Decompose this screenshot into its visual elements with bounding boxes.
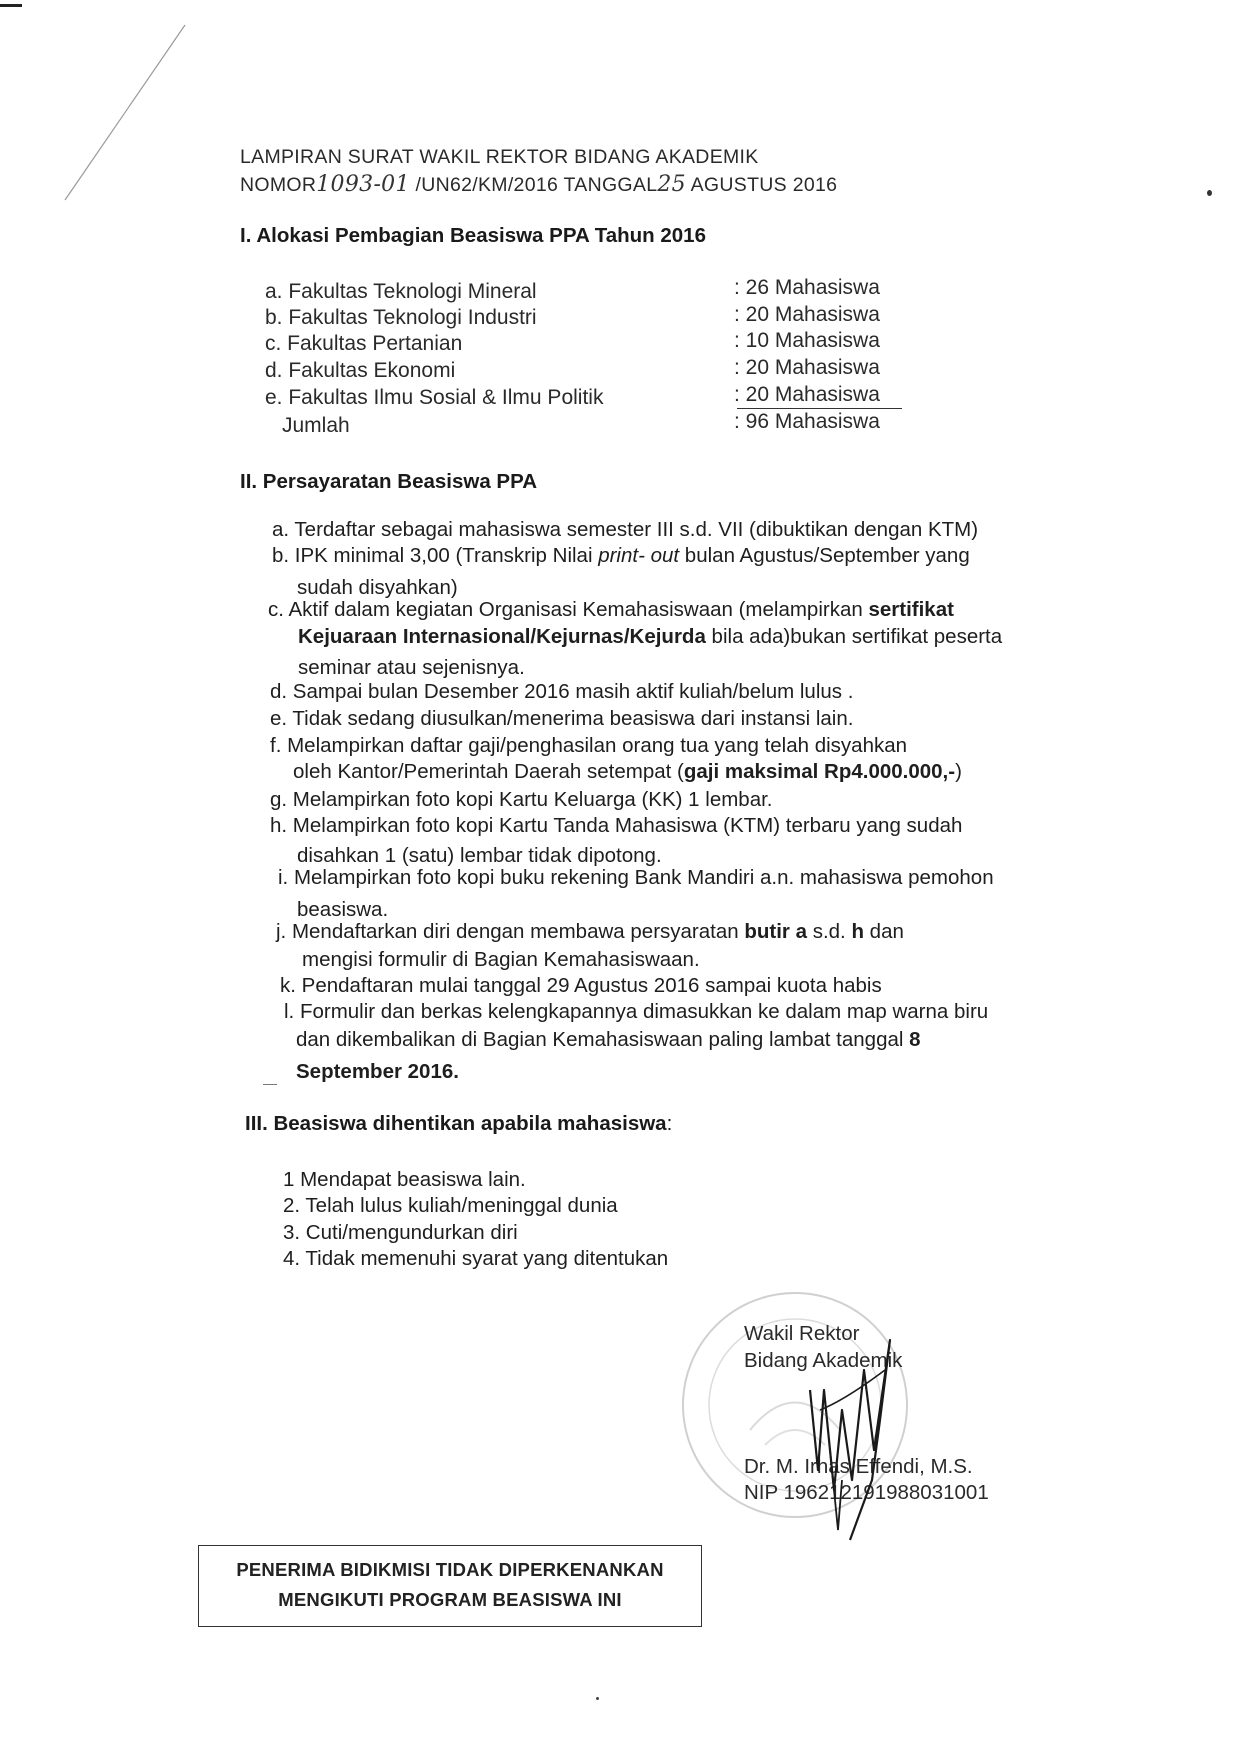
req-i-line-1: i. Melampirkan foto kopi buku rekening Bank Mandiri a.n. mahasiswa pemohon [278,866,994,889]
signer-name: Dr. M. Irhas Effendi, M.S. [744,1455,973,1478]
signer-title-1: Wakil Rektor [744,1322,860,1345]
notice-line-2: MENGIKUTI PROGRAM BEASISWA INI [278,1589,622,1610]
header-nomor-line [240,172,837,197]
req-a: a. Terdaftar sebagai mahasiswa semester III s.d. VII (dibuktikan dengan KTM) [272,518,979,541]
req-c-line-2: Kejuaraan Internasional/Kejurnas/Kejurda bila ada)bukan sertifikat peserta [298,625,1003,648]
req-b-line-2: sudah disyahkan) [297,576,458,599]
alloc-total-label: Jumlah [282,414,350,437]
alloc-label-c: c. Fakultas Pertanian [265,332,463,355]
scan-dash [263,1084,277,1085]
alloc-label-d: d. Fakultas Ekonomi [265,359,456,382]
stop-item-4: 4. Tidak memenuhi syarat yang ditentukan [283,1247,669,1270]
tanggal-handwritten: 25 [657,172,686,197]
alloc-total-value: : 96 Mahasiswa [734,410,880,433]
alloc-label-b: b. Fakultas Teknologi Industri [265,306,537,329]
signer-nip: NIP 196212191988031001 [744,1481,989,1504]
req-h-line-2: disahkan 1 (satu) lembar tidak dipotong. [297,844,662,867]
req-g: g. Melampirkan foto kopi Kartu Keluarga (KK) 1 lembar. [270,788,773,811]
req-l-line-2: dan dikembalikan di Bagian Kemahasiswaan paling lambat tanggal 8 [296,1028,921,1051]
alloc-value-b: : 20 Mahasiswa [734,303,880,326]
section-1-title: I. Alokasi Pembagian Beasiswa PPA Tahun 2016 [240,224,706,247]
section-2-title: II. Persayaratan Beasiswa PPA [240,470,538,493]
alloc-label-e: e. Fakultas Ilmu Sosial & Ilmu Politik [265,386,604,409]
req-c-line-1: c. Aktif dalam kegiatan Organisasi Kemahasiswaan (melampirkan sertifikat [268,598,954,621]
req-h-line-1: h. Melampirkan foto kopi Kartu Tanda Mahasiswa (KTM) terbaru yang sudah [270,814,963,837]
signer-title-2: Bidang Akademik [744,1349,903,1372]
scan-dot-bottom [596,1697,599,1700]
header-line-1: LAMPIRAN SURAT WAKIL REKTOR BIDANG AKADEMIK [240,146,759,168]
alloc-value-a: : 26 Mahasiswa [734,276,880,299]
scan-stroke [55,20,195,210]
req-j-line-1: j. Mendaftarkan diri dengan membawa persyaratan butir a s.d. h dan [276,920,904,943]
stop-item-1: 1 Mendapat beasiswa lain. [283,1168,526,1191]
alloc-value-c: : 10 Mahasiswa [734,329,880,352]
notice-line-1: PENERIMA BIDIKMISI TIDAK DIPERKENANKAN [236,1559,664,1580]
req-d: d. Sampai bulan Desember 2016 masih aktif kuliah/belum lulus . [270,680,854,703]
req-f-line-2: oleh Kantor/Pemerintah Daerah setempat (gaji maksimal Rp4.000.000,-) [293,760,962,783]
nomor-rest: /UN62/KM/2016 TANGGAL [415,174,658,196]
handwritten-signature [790,1330,930,1560]
bidikmisi-notice-box [198,1545,702,1627]
scan-edge-mark [0,4,22,7]
stop-item-3: 3. Cuti/mengundurkan diri [283,1221,518,1244]
nomor-handwritten: 1093-01 [316,172,410,197]
alloc-label-a: a. Fakultas Teknologi Mineral [265,280,537,303]
req-l-line-3: September 2016. [296,1060,459,1083]
req-i-line-2: beasiswa. [297,898,389,921]
total-underline [737,408,902,409]
req-f-line-1: f. Melampirkan daftar gaji/penghasilan orang tua yang telah disyahkan [270,734,908,757]
section-3-title: III. Beasiswa dihentikan apabila mahasiswa: [245,1112,673,1135]
scan-dot [1207,190,1212,196]
req-j-line-2: mengisi formulir di Bagian Kemahasiswaan. [302,948,700,971]
print-out-italic: print- out [598,544,680,567]
req-l-line-1: l. Formulir dan berkas kelengkapannya dimasukkan ke dalam map warna biru [284,1000,989,1023]
alloc-value-e: : 20 Mahasiswa [734,383,880,406]
tanggal-rest: AGUSTUS 2016 [690,174,838,196]
nomor-label: NOMOR [240,174,317,196]
alloc-value-d: : 20 Mahasiswa [734,356,880,379]
req-e: e. Tidak sedang diusulkan/menerima beasiswa dari instansi lain. [270,707,854,730]
stop-item-2: 2. Telah lulus kuliah/meninggal dunia [283,1194,618,1217]
req-c-line-3: seminar atau sejenisnya. [298,656,525,679]
req-b-line-1: b. IPK minimal 3,00 (Transkrip Nilai print- out bulan Agustus/September yang [272,544,970,567]
req-k: k. Pendaftaran mulai tanggal 29 Agustus 2016 sampai kuota habis [280,974,882,997]
